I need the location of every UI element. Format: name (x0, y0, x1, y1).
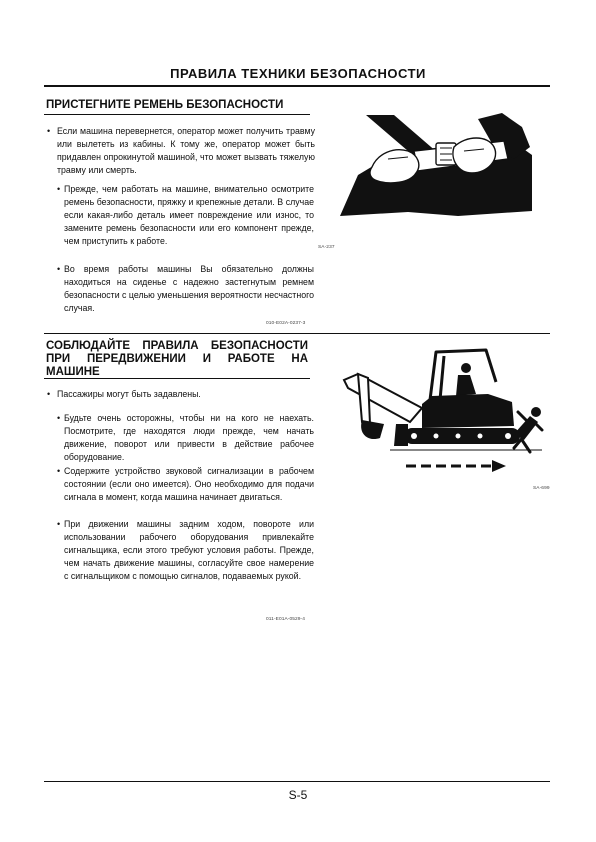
seatbelt-illustration (318, 99, 550, 239)
page-number: S-5 (288, 788, 308, 802)
section-divider (44, 333, 550, 334)
page-title: ПРАВИЛА ТЕХНИКИ БЕЗОПАСНОСТИ (170, 66, 426, 81)
figure-code: SA-699 (533, 486, 550, 491)
section-title-seatbelt: ПРИСТЕГНИТЕ РЕМЕНЬ БЕЗОПАСНОСТИ (46, 99, 284, 111)
figure-code: SA-237 (318, 245, 335, 250)
seatbelt-sub-bullet-1: • Прежде, чем работать на машине, внимательно осмотрите ремень безопасности, пряжку и крепежные детали. В случае если какая-либо деталь имеет повреждение или износ, то замените ремень безопасности или его компонент прежде, чем приступить к работе. (57, 183, 314, 248)
travel-sub-bullet-3: • При движении машины задним ходом, повороте или использовании рабочего оборудования привлекайте сигнальщика, если этого требуют условия работы. Прежде, чем начать движение машины, согласуйте свое намерение с сигнальщиком с помощью сигналов, подаваемых рукой. (57, 518, 314, 583)
doc-code: 011-E01A-0529-4 (266, 617, 306, 622)
travel-sub-bullet-1: • Будьте очень осторожны, чтобы ни на кого не наехать. Посмотрите, где находятся люди прежде, чем начать движение, поворот или привести в действие рабочее оборудование. (57, 412, 314, 464)
seatbelt-main-bullet: • Если машина перевернется, оператор может получить травму или вылететь из кабины. К тому же, оператор может быть придавлен опрокинутой машиной, что может вызвать тяжелую травму или смерть. (47, 125, 315, 177)
footer-rule (44, 781, 550, 782)
travel-sub-bullet-2: • Содержите устройство звуковой сигнализации в рабочем состоянии (если оно имеется). Оно необходимо для подачи сигнала в момент, когда машина начинает двигаться. (57, 465, 314, 504)
travel-main-bullet: • Пассажиры могут быть задавлены. (47, 388, 315, 401)
excavator-illustration (318, 342, 550, 484)
section-title-underline (44, 378, 310, 379)
seatbelt-sub-bullet-2: • Во время работы машины Вы обязательно должны находиться на сиденье с надежно застегнутым ремнем безопасности с целью уменьшения вероятности несчастного случая. (57, 263, 314, 315)
section-title-underline (44, 114, 310, 115)
doc-code: 010-E02A-0237-3 (266, 321, 306, 326)
section-title-travel-safety: СОБЛЮДАЙТЕ ПРАВИЛА БЕЗОПАСНОСТИ ПРИ ПЕРЕДВИЖЕНИИ И РАБОТЕ НА МАШИНЕ (46, 340, 308, 378)
header-rule (44, 85, 550, 87)
